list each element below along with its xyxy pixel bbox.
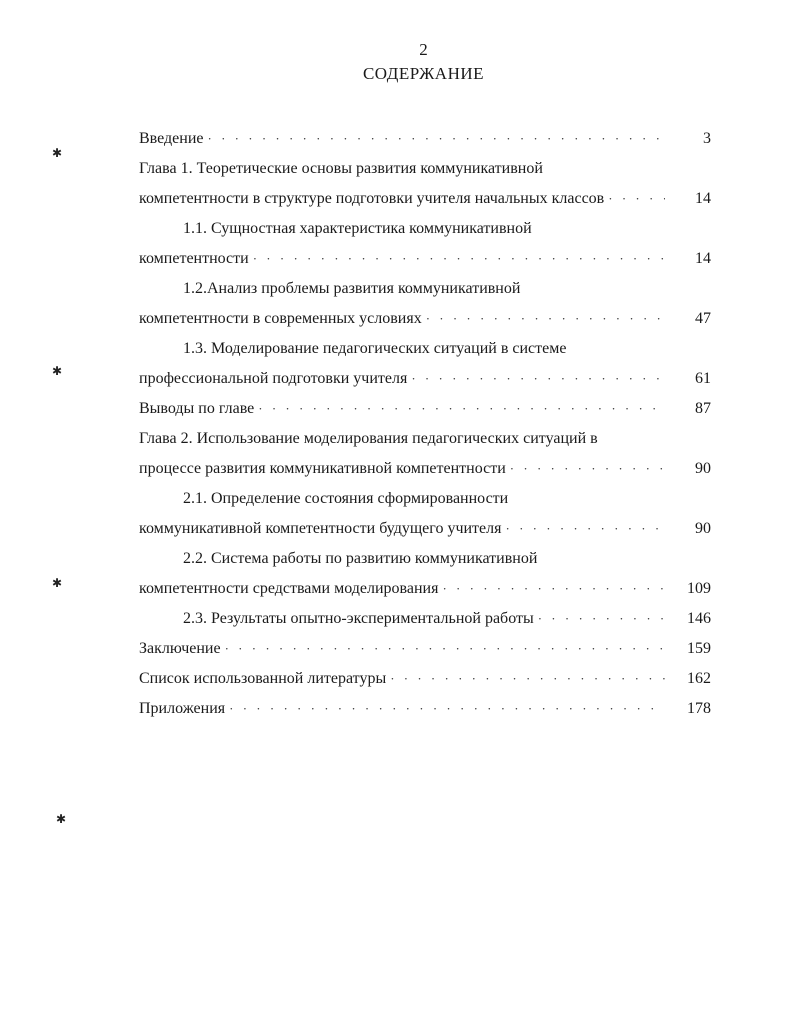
toc-entry-introduction[interactable] [139,124,711,154]
toc-entry-section-1-1-line-1[interactable] [139,214,711,244]
toc-entry-appendices[interactable] [139,694,711,724]
scan-mark-icon: ✱ [52,364,63,378]
toc-entry-section-2-1-line-2[interactable] [139,514,711,544]
dot-leader [229,694,665,724]
toc-entry-page: 109 [687,580,711,597]
dot-leader [225,634,665,664]
toc-entry-section-1-1-line-2[interactable] [139,244,711,274]
toc-entry-chapter-2-line-1[interactable] [139,424,711,454]
dot-leader [390,664,665,694]
toc-entry-title: 2.3. Результаты опытно-экспериментальной работы [183,610,534,627]
toc-entry-page: 61 [695,370,711,387]
toc-entry-title: коммуникативной компетентности будущего учителя [139,520,502,537]
toc-entry-page: 47 [695,310,711,327]
toc-entry-conclusions-chapter[interactable] [139,394,711,424]
toc-entry-page: 159 [687,640,711,657]
page-title: СОДЕРЖАНИЕ [362,64,485,83]
toc-entry-title: процессе развития коммуникативной компетентности [139,460,506,477]
dot-leader [442,574,665,604]
toc-entry-title: Список использованной литературы [139,670,387,687]
toc-entry-title: Заключение [139,640,221,657]
toc-entry-page: 3 [703,130,711,147]
toc-entry-title: 1.1. Сущностная характеристика коммуникативной [183,220,532,237]
toc-entry-title: 2.2. Система работы по развитию коммуникативной [183,550,538,567]
dot-leader [253,244,665,274]
scan-mark-icon: ✱ [56,812,67,826]
toc-entry-title: Глава 1. Теоретические основы развития коммуникативной [139,160,543,177]
toc-entry-page: 90 [695,460,711,477]
dot-leader [411,364,665,394]
toc-entry-chapter-1-line-2[interactable] [139,184,711,214]
toc-entry-section-2-2-line-2[interactable] [139,574,711,604]
toc-entry-page: 90 [695,520,711,537]
toc-entry-title: Приложения [139,700,226,717]
dot-leader [426,304,665,334]
dot-leader [506,514,666,544]
dot-leader [510,454,665,484]
toc-entry-page: 162 [687,670,711,687]
toc-entry-section-1-2-line-2[interactable] [139,304,711,334]
toc-entry-page: 87 [695,400,711,417]
toc-entry-title: Глава 2. Использование моделирования педагогических ситуаций в [139,430,598,447]
toc-entry-title: профессиональной подготовки учителя [139,370,408,387]
dot-leader [258,394,665,424]
table-of-contents [139,124,711,724]
toc-entry-section-1-2-line-1[interactable] [139,274,711,304]
toc-entry-page: 146 [687,610,711,627]
toc-entry-title: Введение [139,130,204,147]
scan-mark-icon: ✱ [52,576,63,590]
toc-entry-section-2-3[interactable] [139,604,711,634]
toc-entry-title: Выводы по главе [139,400,255,417]
page-number: 2 [419,40,428,59]
toc-entry-section-2-1-line-1[interactable] [139,484,711,514]
toc-entry-page: 14 [695,250,711,267]
toc-entry-title: компетентности в современных условиях [139,310,422,327]
dot-leader [208,124,666,154]
toc-entry-title: компетентности [139,250,249,267]
toc-entry-title: 2.1. Определение состояния сформированности [183,490,509,507]
toc-entry-title: компетентности в структуре подготовки учителя начальных классов [139,190,605,207]
toc-entry-page: 14 [695,190,711,207]
dot-leader [538,604,665,634]
toc-entry-title: 1.2.Анализ проблемы развития коммуникативной [183,280,521,297]
toc-entry-section-2-2-line-1[interactable] [139,544,711,574]
toc-entry-chapter-2-line-2[interactable] [139,454,711,484]
dot-leader [608,184,665,214]
scan-mark-icon: ✱ [52,146,63,160]
toc-entry-title: 1.3. Моделирование педагогических ситуаций в системе [183,340,567,357]
toc-entry-section-1-3-line-1[interactable] [139,334,711,364]
toc-entry-title: компетентности средствами моделирования [139,580,439,597]
toc-entry-section-1-3-line-2[interactable] [139,364,711,394]
toc-entry-bibliography[interactable] [139,664,711,694]
toc-entry-chapter-1-line-1[interactable] [139,154,711,184]
toc-entry-conclusion[interactable] [139,634,711,664]
toc-entry-page: 178 [687,700,711,717]
